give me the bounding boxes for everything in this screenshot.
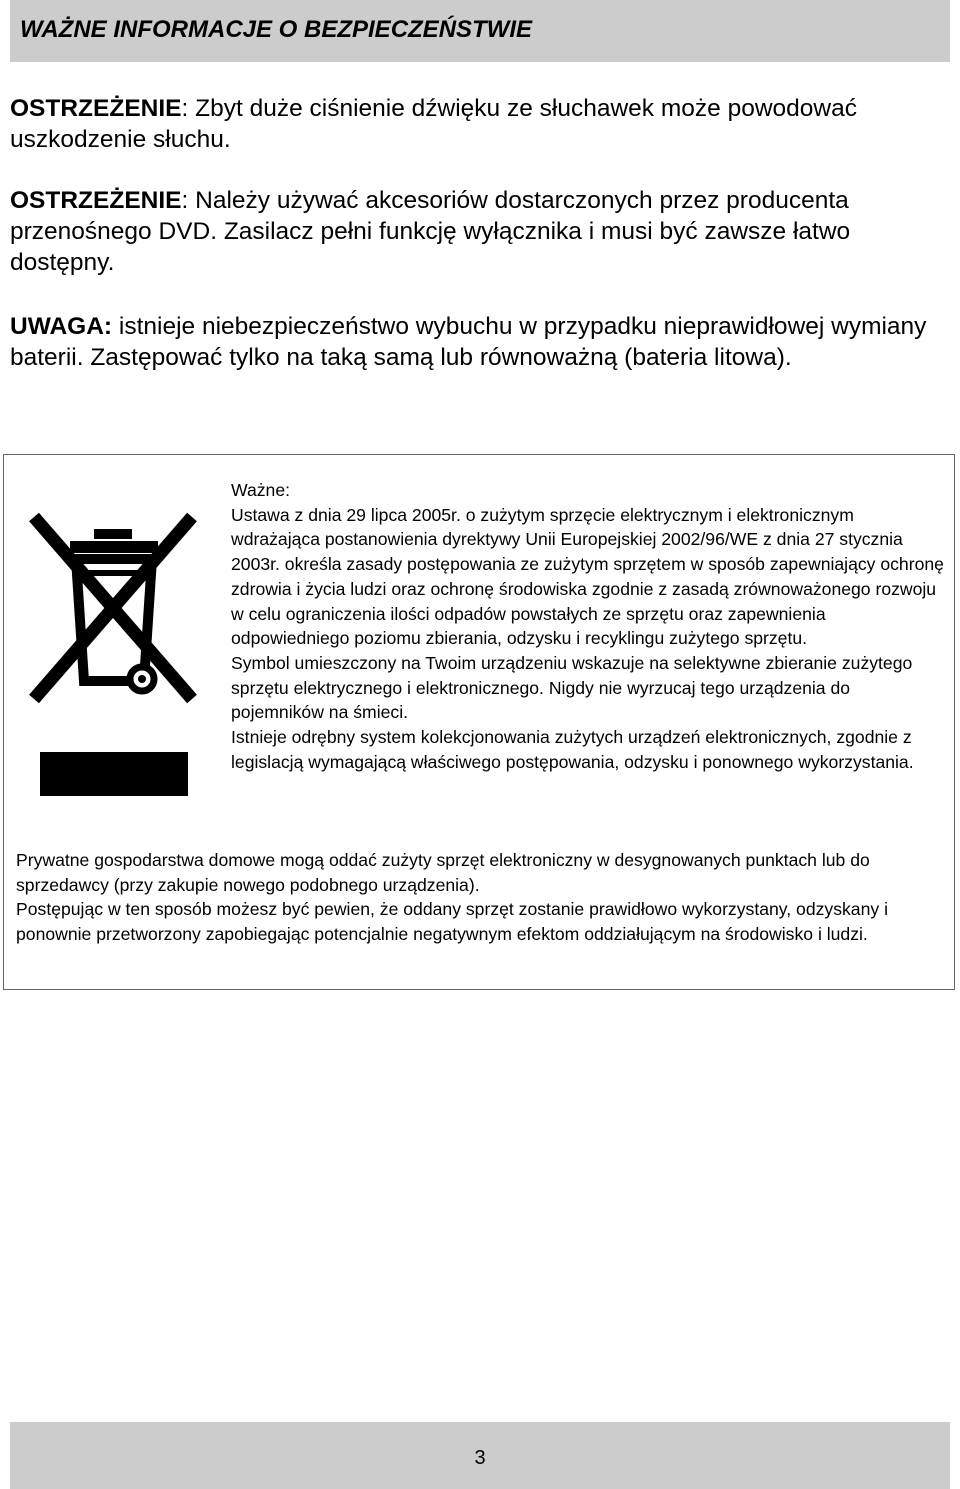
- caution-battery: [10, 311, 940, 373]
- page-number: 3: [474, 1447, 486, 1469]
- caution-text: istnieje niebezpieczeństwo wybuchu w przypadku nieprawidłowej wymiany baterii. Zastępować tylko na taką samą lub równoważną (bateria litowa).: [10, 313, 927, 371]
- caution-label: UWAGA:: [10, 313, 113, 340]
- warning-headphones: [10, 93, 940, 155]
- disposal-heading: Ważne:: [231, 480, 290, 500]
- warning-text: : Zbyt duże ciśnienie dźwięku ze słuchawek może powodować uszkodzenie słuchu.: [10, 95, 857, 153]
- disposal-paragraph: Prywatne gospodarstwa domowe mogą oddać zużyty sprzęt elektroniczny w desygnowanych punktach lub do sprzedawcy (przy zakupie nowego podobnego urządzenia).: [16, 850, 870, 895]
- crossed-out-wheelie-bin-icon: [24, 503, 204, 803]
- header-bar: [10, 0, 950, 62]
- disposal-paragraph: Symbol umieszczony na Twoim urządzeniu wskazuje na selektywne zbieranie zużytego sprzętu elektrycznego i elektronicznego. Nigdy nie wyrzucaj tego urządzenia do pojemników na śmieci.: [231, 652, 913, 723]
- disposal-paragraph: Ustawa z dnia 29 lipca 2005r. o zużytym sprzęcie elektrycznym i elektronicznym wdrażająca postanowienia dyrektywy Unii Europejskiej 2002/96/WE z dnia 27 stycznia 2003r. określa zasady postępowania ze zużytym sprzętem w sposób zapewniający ochronę zdrowia i życia ludzi oraz ochronę środowiska zgodnie z zasadą zrównoważonego rozwoju w celu ograniczenia ilości odpadów powstałych ze sprzętu oraz zapewnienia odpowiedniego poziomu zbierania, odzysku i recyklingu zużytego sprzętu.: [231, 504, 944, 649]
- warning-accessories: [10, 185, 940, 278]
- disposal-paragraph: Postępując w ten sposób możesz być pewien, że oddany sprzęt zostanie prawidłowo wykorzystany, odzyskany i ponownie przetworzony zapobiegając potencjalnie negatywnym efektom oddziałującym na środowisko i ludzi.: [16, 899, 888, 945]
- warning-label: OSTRZEŻENIE: [10, 95, 182, 122]
- warning-label: OSTRZEŻENIE: [10, 187, 182, 214]
- footer-bar: [10, 1422, 950, 1489]
- disposal-text: [231, 478, 946, 774]
- disposal-text-full-width: [16, 848, 946, 947]
- warning-text: : Należy używać akcesoriów dostarczonych przez producenta przenośnego DVD. Zasilacz pełni funkcję wyłącznika i musi być zawsze łatwo dostępny.: [10, 187, 851, 276]
- disposal-paragraph: Istnieje odrębny system kolekcjonowania zużytych urządzeń elektronicznych, zgodnie z legislacją wymagającą właściwego postępowania, odzysku i ponownego wykorzystania.: [231, 727, 914, 772]
- page-title: WAŻNE INFORMACJE O BEZPIECZEŃSTWIE: [20, 16, 533, 43]
